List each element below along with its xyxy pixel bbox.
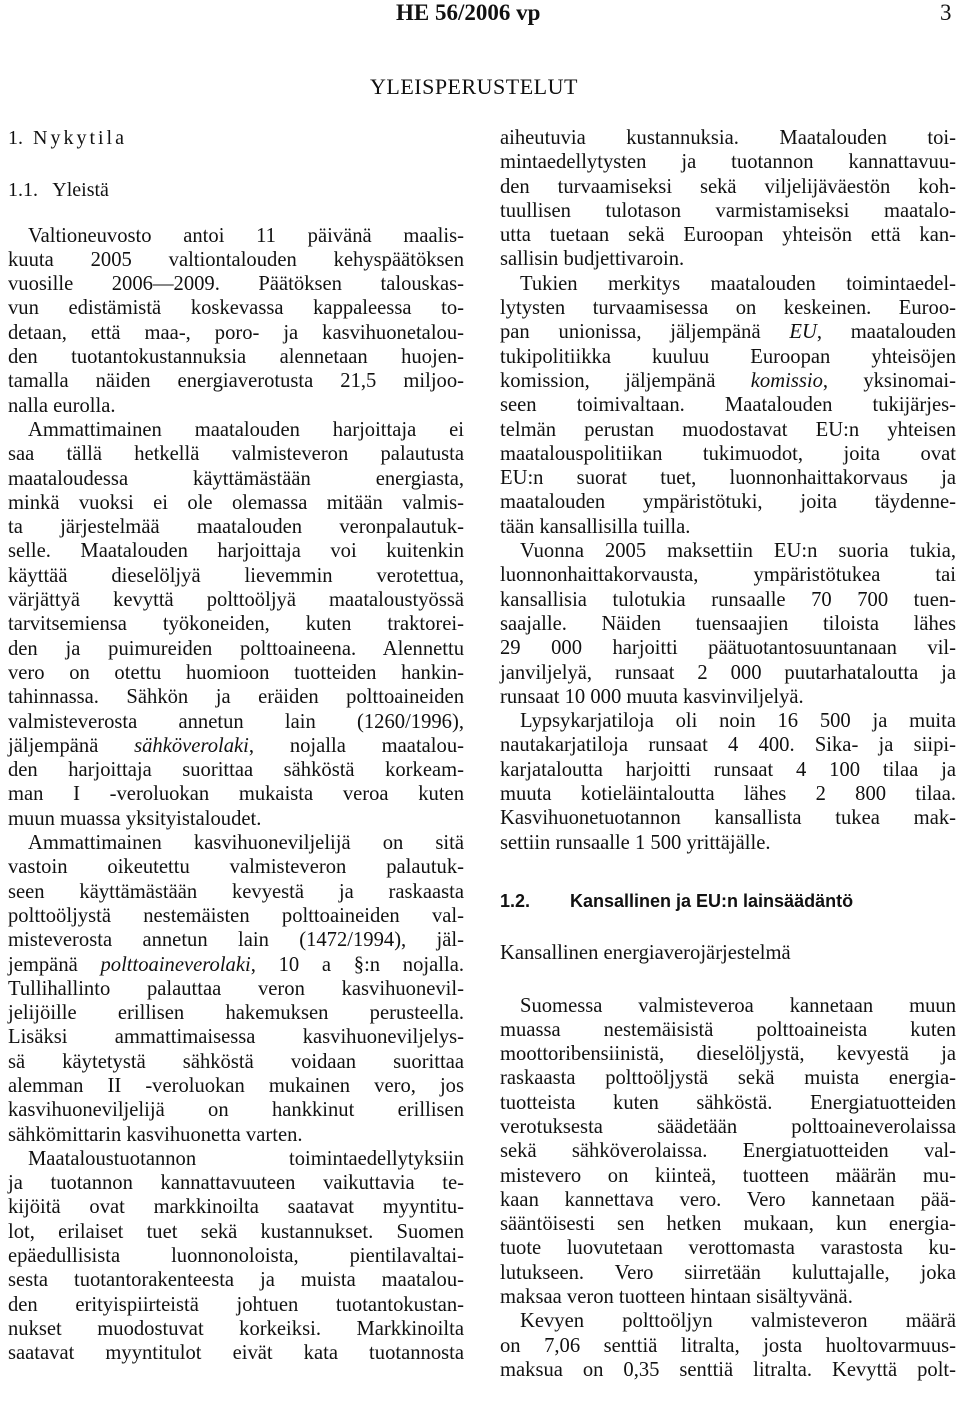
text-line: man I -veroluokan mukaista veroa kuten (8, 783, 464, 806)
text-line: seen toimivaltaan. Maatalouden tukijärjes- (500, 394, 956, 417)
text-line: kuuta 2005 valtiontalouden kehyspäätöksen (8, 248, 464, 271)
text-line: valmisteverosta annetun lain (1260/1996), (8, 710, 464, 733)
text-line: settiin runsaalle 1 500 yrittäjälle. (500, 831, 771, 854)
text-line: värjättyä kevyttä polttoöljyä maataloustyössä (8, 589, 464, 612)
text-line: lot, erilaiset tuet sekä kustannukset. Suomen (8, 1220, 464, 1243)
text-line: Tukien merkitys maatalouden toimintaedel- (520, 272, 956, 295)
text-line: muassa nestemäisistä polttoaineista kuten (500, 1018, 956, 1041)
text-line: misteverosta annetun lain (1472/1994), jäl- (8, 929, 464, 952)
text-line: runsaat 10 000 muuta kasvinviljelyä. (500, 685, 804, 708)
text-line: vun edistämistä koskevassa kappaleessa to- (8, 297, 464, 320)
text-line: den tuotantokustannuksia alennetaan huojen- (8, 346, 464, 369)
text-line: tarvitsemiensa työkoneiden, kuten traktorei- (8, 613, 464, 636)
heading-title: Kansallinen ja EU:n lainsäädäntö (570, 890, 854, 911)
italic-term: sähköverolaki (134, 734, 249, 757)
text-line: pan unionissa, jäljempänä EU, maatalouden (500, 321, 956, 344)
text-line: sekä sähköverolaissa. Energiatuotteiden val- (500, 1140, 956, 1163)
section-heading: YLEISPERUSTELUT (370, 74, 578, 99)
paragraph-2 (8, 418, 464, 831)
paragraph-r3 (500, 539, 956, 709)
text-line: EU:n suorat tuet, luonnonhaittakorvaus ja (500, 467, 956, 490)
text-line: den harjoittaja suorittaa sähköstä korkeam- (8, 759, 464, 782)
text-line: maksua on 0,35 senttiä litralta. Kevyttä polt- (500, 1358, 956, 1381)
text-line: muun muassa yksityistaloudet. (8, 807, 262, 830)
text-line: saajalle. Näiden tuensaajien tiloista lähes (500, 612, 956, 635)
page-number: 3 (940, 0, 952, 25)
text-line: maataloudessa käyttämästään energiasta, (8, 467, 464, 490)
text-line: vastoin oikeutettu valmisteveron palautuk- (8, 856, 464, 879)
text-line: saa tällä hetkellä valmisteveron palautusta (8, 443, 464, 466)
text-line: Suomessa valmisteveroa kannetaan muun (520, 994, 956, 1017)
text-line: den erityispiirteistä johtuen tuotantokustan- (8, 1293, 464, 1316)
text-line: lutukseen. Vero siirretään kuluttajalle, joka (500, 1261, 956, 1284)
text-line: tään kansallisilla tuilla. (500, 515, 691, 538)
document-reference: HE 56/2006 vp (396, 0, 541, 25)
heading-title: Nykytila (33, 127, 127, 149)
text-line: sääntöisesti sen hetken mukaan, kun energia- (500, 1213, 956, 1236)
italic-term: komissio (750, 369, 823, 392)
text-line: Tullihallinto palauttaa veron kasvihuonevil- (8, 977, 464, 1000)
text-line: nukset muodostuvat korkeiksi. Markkinoilta (8, 1317, 464, 1340)
text-line: epäedullisista luonnonoloista, pientilavaltai- (8, 1245, 464, 1268)
text-line: sä käytetystä sähköstä voidaan suorittaa (8, 1050, 464, 1073)
text-line: raskaasta polttoöljystä sekä muista energia- (500, 1067, 956, 1090)
text-line: tuullisen tulotason varmistamiseksi maatalo- (500, 199, 956, 222)
text-line: utta tuetaan sekä Euroopan yhteisön että kan- (500, 224, 956, 247)
text-line: Ammattimainen maatalouden harjoittaja ei (28, 418, 464, 441)
paragraph-1 (8, 224, 464, 418)
paragraph-4 (8, 1147, 464, 1366)
text-line: Lypsykarjatiloja oli noin 16 500 ja muita (520, 710, 956, 733)
text-line: tukipolitiikka kuuluu Euroopan yhteisöjen (500, 345, 956, 368)
subheading-energiavero: Kansallinen energiaverojärjestelmä (500, 942, 791, 965)
text-line: sallisin budjettivaroin. (500, 248, 685, 271)
text-line: kijöitä ovat markkinoilta saatavat myyntitu- (8, 1196, 464, 1219)
text-line: tuote luovutetaan verottomasta varastosta ku- (500, 1237, 956, 1260)
text-line: seen käyttämästään kevyestä ja raskaasta (8, 880, 464, 903)
text-line: maatalouspolitiikan tukimuodot, joita ovat (500, 442, 956, 465)
text-line: vuosille 2006—2009. Päätöksen talouskas- (8, 273, 464, 296)
text-line: käyttää dieselöljyä lievemmin verotettua, (8, 564, 464, 587)
heading-number: 1. (8, 127, 23, 149)
text-line: sähkömittarin kasvihuonetta varten. (8, 1123, 303, 1146)
text-line: tuotteista kuten sähköstä. Energiatuotteiden (500, 1091, 956, 1114)
text-line: jempänä polttoaineverolaki, 10 a §:n nojalla. (8, 953, 464, 976)
text-line: ja tuotannon kannattavuuteen vaikuttavia te- (8, 1172, 464, 1195)
text-line: tahinnassa. Sähkön ja eräiden polttoaineiden (8, 686, 464, 709)
text-line: selle. Maatalouden harjoittaja voi kuitenkin (8, 540, 464, 563)
text-line: saatavat myyntitulot eivät kata tuotannosta (8, 1342, 464, 1365)
text-line: mintaedellytysten ja tuotannon kannattavuu- (500, 151, 956, 174)
text-line: jäljempänä sähköverolaki, nojalla maatalou- (8, 734, 464, 757)
text-line: Valtioneuvosto antoi 11 päivänä maalis- (28, 224, 464, 247)
text-line: sesta tuotantorakenteesta ja muista maatalou- (8, 1269, 464, 1292)
text-line: 29 000 harjoitti päätuotantosuuntanaan vil- (500, 637, 956, 660)
left-column (8, 126, 464, 1366)
text-line: Lisäksi ammattimaisessa kasvihuoneviljelys- (8, 1026, 464, 1049)
text-line: minkä vuoksi ei ole olemassa mitään valmis- (8, 491, 464, 514)
text-line: Kasvihuonetuotannon kansallista tukea mak- (500, 807, 956, 830)
heading-lainsaadanto (500, 889, 956, 913)
text-line: Ammattimainen kasvihuoneviljelijä on sitä (28, 832, 464, 855)
text-line: luonnonhaittakorvausta, ympäristötukea tai (500, 564, 956, 587)
text-line: on 7,06 senttiä litralta, josta huoltovarmuus- (500, 1334, 956, 1357)
paragraph-r6 (500, 1309, 956, 1382)
text-line: Vuonna 2005 maksettiin EU:n suoria tukia, (520, 540, 956, 563)
text-line: kaan kannettava vero. Vero kannetaan pää- (500, 1188, 956, 1211)
heading-number: 1.2. (500, 890, 531, 911)
italic-term: polttoaineverolaki (100, 953, 251, 976)
paragraph-r4 (500, 709, 956, 855)
text-line: lytysten turvaamisessa on keskeinen. Euroo- (500, 297, 956, 320)
subheading-number: 1.1. (8, 179, 38, 202)
text-line: maatalouden ympäristötuki, joita täydenne- (500, 491, 956, 514)
text-line: den turvaamiseksi sekä viljelijäväestön koh- (500, 175, 956, 198)
right-column (500, 126, 956, 1382)
text-line: Maataloustuotannon toimintaedellytyksiin (28, 1147, 464, 1170)
text-line: nautakarjatiloja runsaat 4 400. Sika- ja siipi- (500, 734, 956, 757)
subheading-title: Yleistä (52, 179, 109, 202)
paragraph-r1 (500, 126, 956, 272)
text-line: vero on otettu huomioon tuotteiden hankin- (8, 661, 464, 684)
text-line: Kevyen polttoöljyn valmisteveron määrä (520, 1310, 956, 1333)
text-line: nalla eurolla. (8, 394, 116, 417)
text-line: maksaa veron tuotteen hintaan sisältyvänä. (500, 1286, 853, 1309)
text-line: polttoöljystä nestemäisten polttoaineiden val- (8, 904, 464, 927)
paragraph-r2 (500, 272, 956, 539)
text-line: den ja puimureiden polttoaineena. Alennettu (8, 637, 464, 660)
text-line: telmän perustan muodostavat EU:n yhteisen (500, 418, 956, 441)
text-line: aiheutuvia kustannuksia. Maatalouden toi- (500, 127, 956, 149)
text-line: janviljelyä, runsaat 2 000 puutarhataloutta ja (500, 661, 956, 684)
text-line: detaan, että maa-, poro- ja kasvihuonetalou- (8, 321, 464, 344)
heading-nykytila (8, 126, 464, 150)
text-line: komission, jäljempänä komissio, yksinomai- (500, 369, 956, 392)
text-line: jelijöille erillisen hakemuksen perusteella. (8, 1002, 464, 1025)
paragraph-3 (8, 831, 464, 1147)
text-line: tamalla näiden energiaverotusta 21,5 miljoo- (8, 370, 464, 393)
italic-term: EU (789, 321, 817, 344)
text-line: muuta kotieläintaloutta lähes 2 800 tilaa. (500, 783, 956, 806)
paragraph-r5 (500, 994, 956, 1310)
text-line: karjataloutta harjoitti runsaat 4 100 tilaa ja (500, 758, 956, 781)
text-line: moottoribensiinistä, dieselöljystä, kevyestä ja (500, 1043, 956, 1066)
text-line: alemman II -veroluokan mukainen vero, jos (8, 1074, 464, 1097)
text-line: ta järjestelmää maatalouden veronpalautuk- (8, 516, 464, 539)
text-line: kasvihuoneviljelijä on hankkinut erillisen (8, 1099, 464, 1122)
text-line: misteverο on kiinteä, tuotteen määrän mu- (500, 1164, 956, 1187)
text-line: verotuksesta säädetään polttoaineverolaissa (500, 1115, 956, 1138)
text-line: kansallisia tulotukia runsaalle 70 700 tuen- (500, 588, 956, 611)
heading-yleista (8, 178, 464, 202)
